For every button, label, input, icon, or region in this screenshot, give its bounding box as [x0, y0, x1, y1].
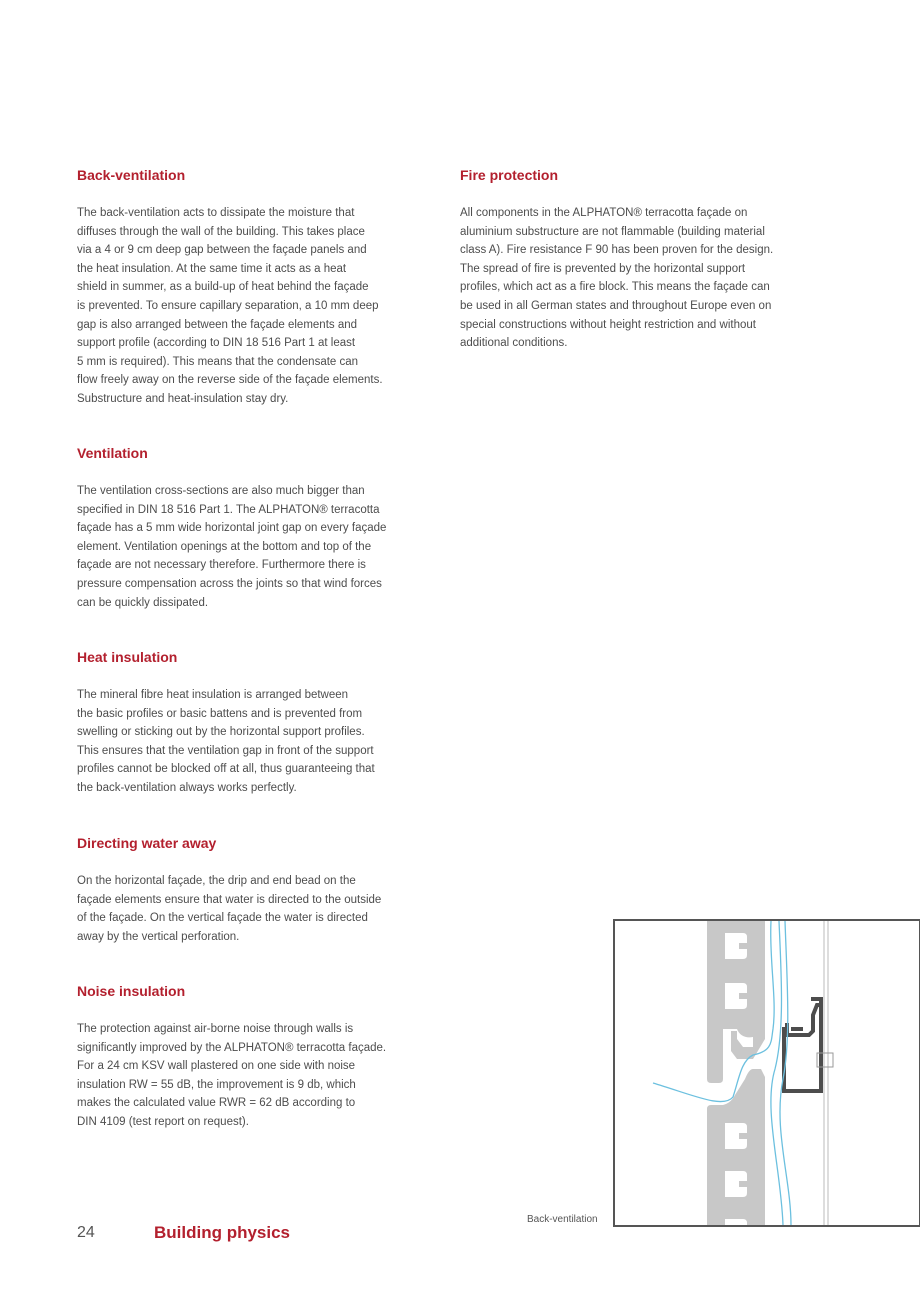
section-heading: Heat insulation: [77, 649, 178, 665]
section-body: On the horizontal façade, the drip and end bead on the façade elements ensure that water is directed to the outside of the façade. On the vertical façade the water is directed away by the vertical perforation.: [77, 875, 382, 943]
section-heading: Noise insulation: [77, 983, 186, 999]
section-heading: Fire protection: [460, 167, 559, 183]
page-number: 24: [77, 1224, 95, 1241]
section-body: The protection against air-borne noise through walls is significantly improved by the ALPHATON® terracotta façade. For a 24 cm KSV wall plastered on one side with noise insulation RW = 55 dB, the improvement is 9 db, which makes the calculated value RWR = 62 dB according to DIN 4109 (test report on request).: [77, 1023, 387, 1128]
section-fire-protection: [460, 166, 790, 353]
section-back-ventilation: [77, 166, 397, 409]
diagram-frame: [614, 920, 920, 1226]
section-body: The mineral fibre heat insulation is arranged between the basic profiles or basic battens and is prevented from swelling or sticking out by the horizontal support profiles. This ensures that the ventilation gap in front of the support profiles cannot be blocked off at all, thus guaranteeing that the back-ventilation always works perfectly.: [77, 689, 375, 794]
panel-slot: [725, 1219, 747, 1225]
section-heading: Ventilation: [77, 445, 148, 461]
section-body: The back-ventilation acts to dissipate the moisture that diffuses through the wall of the building. This takes place via a 4 or 9 cm deep gap between the façade panels and the heat insulation. At the same time it acts as a heat shield in summer, as a build-up of heat behind the façade is prevented. To ensure capillary separation, a 10 mm deep gap is also arranged between the façade elements and support profile (according to DIN 18 516 Part 1 at least 5 mm is required). This means that the condensate can flow freely away on the reverse side of the façade elements. Substructure and heat-insulation stay dry.: [77, 207, 383, 405]
section-ventilation: [77, 444, 397, 612]
section-body: The ventilation cross-sections are also much bigger than specified in DIN 18 516 Part 1. The ALPHATON® terracotta façade has a 5 mm wide horizontal joint gap on every façade element. Ventilation openings at the bottom and top of the façade are not necessary therefore. Furthermore there is pressure compensation across the joints so that wind forces can be quickly dissipated.: [77, 485, 387, 609]
section-directing-water: [77, 834, 397, 946]
support-profile: [784, 999, 821, 1091]
section-heading: Back-ventilation: [77, 167, 186, 183]
section-heading: Directing water away: [77, 835, 217, 851]
section-heat-insulation: [77, 648, 397, 798]
figure-caption: Back-ventilation: [527, 1214, 598, 1225]
section-body: All components in the ALPHATON® terracotta façade on aluminium substructure are not flammable (building material class A). Fire resistance F 90 has been proven for the design. The spread of fire is prevented by the horizontal support profiles, which act as a fire block. This means the façade can be used in all German states and throughout Europe even on special constructions without height restriction and without additional conditions.: [460, 207, 774, 350]
section-noise-insulation: [77, 982, 397, 1132]
back-ventilation-diagram: [613, 919, 920, 1227]
chapter-title: Building physics: [154, 1223, 291, 1242]
airflow-line: [771, 921, 783, 1225]
